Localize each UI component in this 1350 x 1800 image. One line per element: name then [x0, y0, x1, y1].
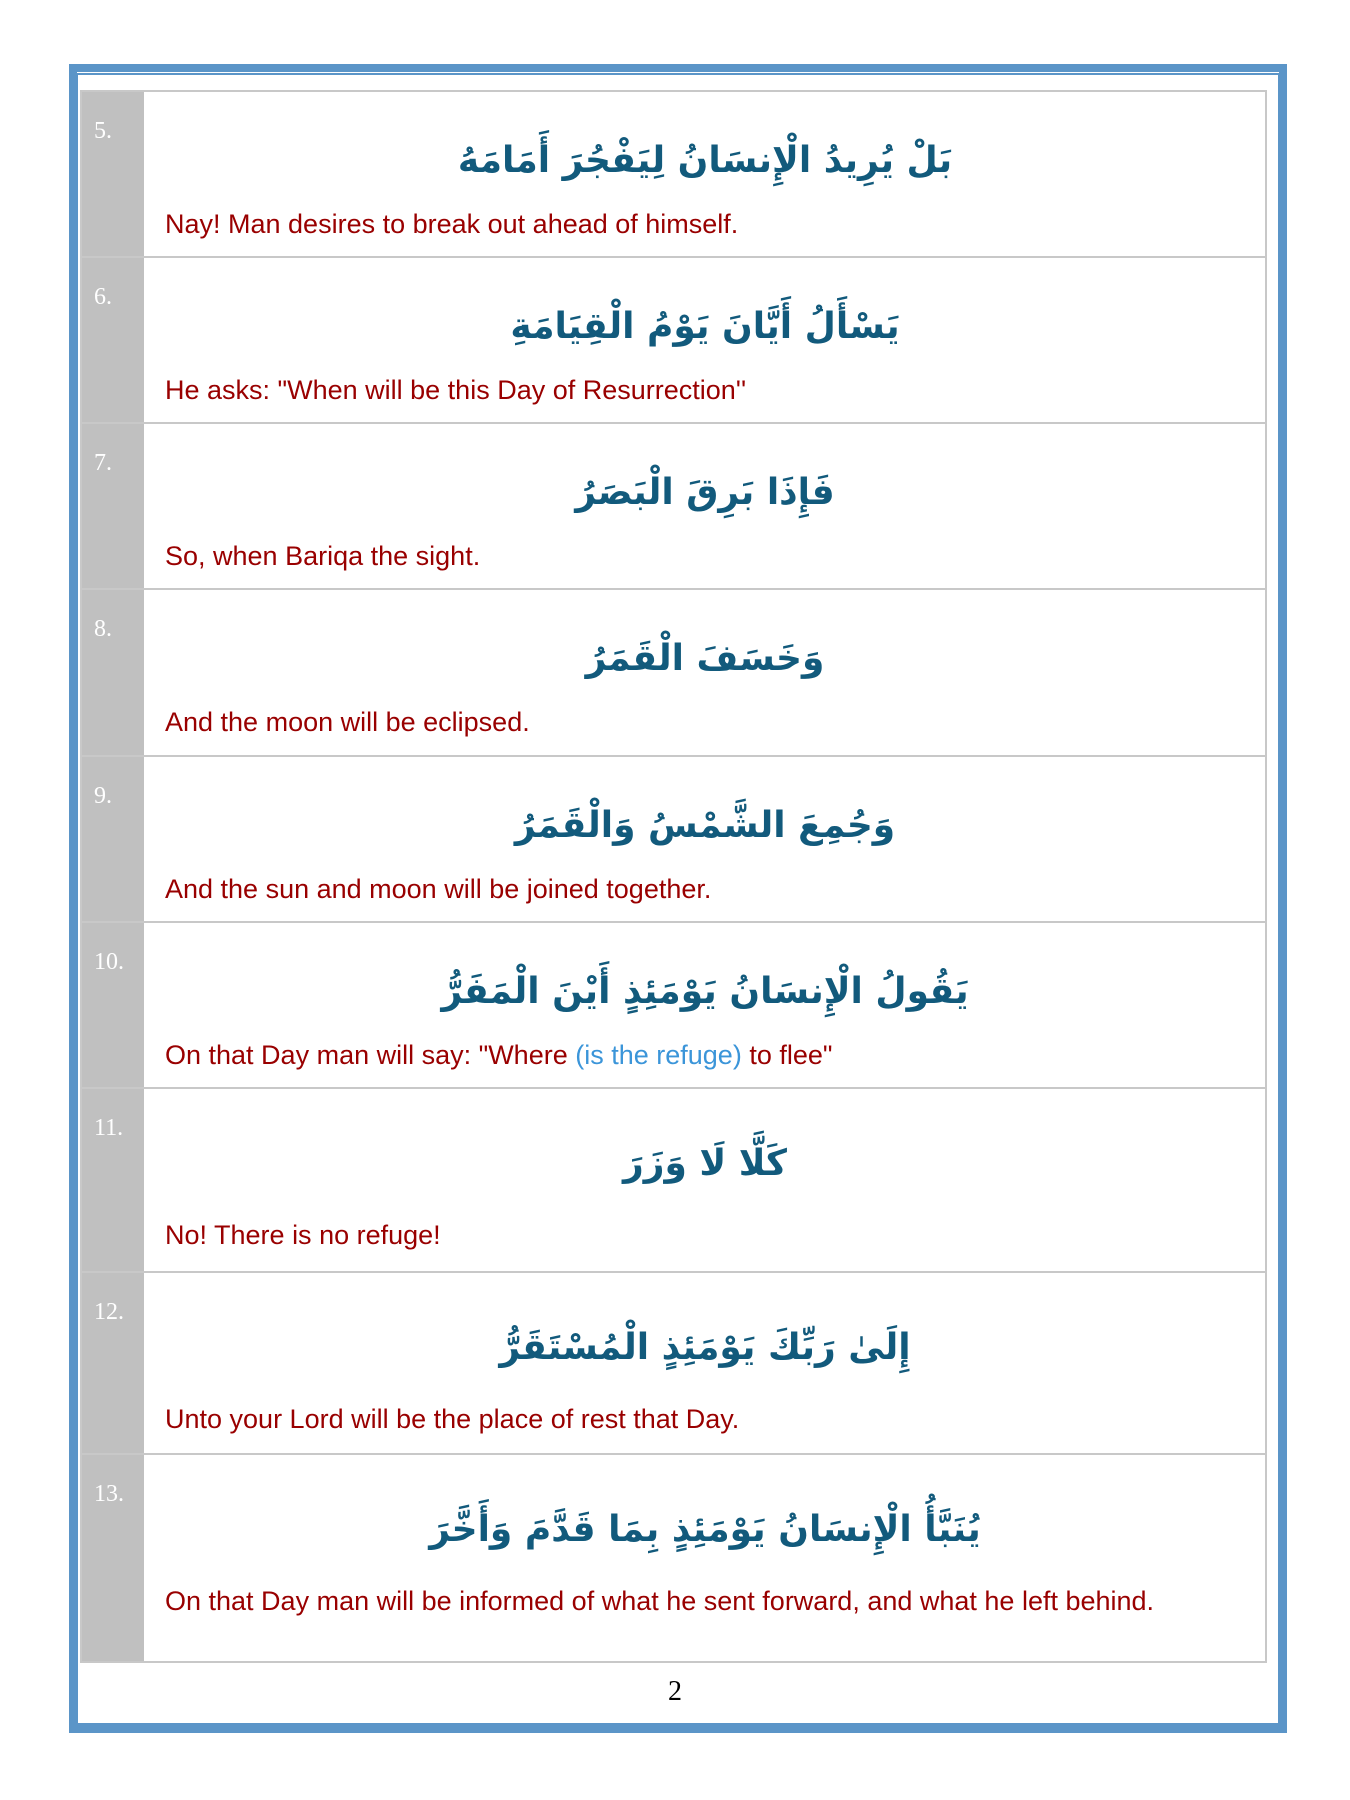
translation-text: to flee"	[741, 1040, 833, 1070]
arabic-verse: كَلَّا لَا وَزَرَ	[623, 1143, 787, 1184]
translation: He asks: "When will be this Day of Resurrection''	[165, 375, 747, 405]
translation-text: On that Day man will say: "Where	[165, 1040, 576, 1070]
verse-number: 10.	[82, 923, 144, 1087]
translation: Nay! Man desires to break out ahead of himself.	[165, 209, 739, 239]
arabic-verse: يَسْأَلُ أَيَّانَ يَوْمُ الْقِيَامَةِ	[510, 306, 900, 347]
verse-number: 13.	[82, 1455, 144, 1661]
translation-parenthetical: (is the refuge)	[575, 1040, 742, 1070]
verse-row-8	[82, 590, 1265, 757]
verse-number: 6.	[82, 258, 144, 422]
arabic-verse: وَخَسَفَ الْقَمَرُ	[585, 638, 825, 679]
arabic-verse: إِلَىٰ رَبِّكَ يَوْمَئِذٍ الْمُسْتَقَرُّ	[499, 1327, 911, 1368]
translation: No! There is no refuge!	[165, 1220, 441, 1250]
verse-number: 11.	[82, 1089, 144, 1271]
translation: On that Day man will be informed of what he sent forward, and what he left behind.	[165, 1586, 1155, 1616]
verse-row-6	[82, 258, 1265, 424]
arabic-verse: بَلْ يُرِيدُ الْإِنسَانُ لِيَفْجُرَ أَمَامَهُ	[457, 140, 953, 181]
verse-number: 12.	[82, 1273, 144, 1453]
verse-number: 5.	[82, 92, 144, 256]
arabic-verse: فَإِذَا بَرِقَ الْبَصَرُ	[575, 472, 835, 513]
verse-row-12	[82, 1273, 1265, 1455]
verse-row-10	[82, 923, 1265, 1089]
translation	[165, 1037, 1245, 1073]
verse-number: 9.	[82, 757, 144, 921]
arabic-verse: يُنَبَّأُ الْإِنسَانُ يَوْمَئِذٍ بِمَا قَدَّمَ وَأَخَّرَ	[429, 1509, 981, 1550]
verse-number: 7.	[82, 424, 144, 588]
verse-row-13	[82, 1455, 1265, 1663]
arabic-verse: وَجُمِعَ الشَّمْسُ وَالْقَمَرُ	[514, 805, 896, 846]
translation: And the moon will be eclipsed.	[165, 707, 530, 737]
verse-row-5	[82, 92, 1265, 258]
arabic-verse: يَقُولُ الْإِنسَانُ يَوْمَئِذٍ أَيْنَ الْمَفَرُّ	[441, 971, 969, 1012]
page-number: 2	[668, 1676, 682, 1707]
verse-number: 8.	[82, 590, 144, 755]
translation: So, when Bariqa the sight.	[165, 541, 481, 571]
verse-table	[80, 90, 1267, 1663]
translation: Unto your Lord will be the place of rest that Day.	[165, 1404, 740, 1434]
translation: And the sun and moon will be joined together.	[165, 874, 712, 904]
verse-row-7	[82, 424, 1265, 590]
verse-row-11	[82, 1089, 1265, 1273]
verse-row-9	[82, 757, 1265, 923]
